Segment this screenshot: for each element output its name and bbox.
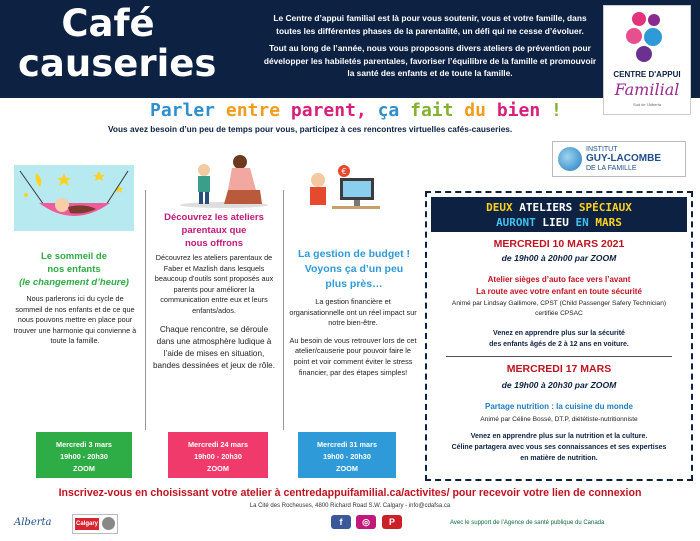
cdaf-logo-line-2: Familial [614, 80, 680, 99]
date-box-mode: ZOOM [207, 464, 229, 473]
globe-icon [558, 147, 582, 171]
cdaf-logo-line-3: Sud de l'Alberta [632, 102, 662, 107]
column-3-paragraph: Au besoin de vous retrouver lors de cet atelier/causerie pour pouvoir faire le point et voir comment éviter le stress financier, par des étapes simples! [289, 335, 417, 377]
date-box-date: Mercredi 3 mars [56, 440, 112, 449]
date-box-time: 19h00 - 20h30 [194, 452, 242, 461]
date-box-time: 19h00 - 20h30 [323, 452, 371, 461]
date-box-mode: ZOOM [336, 464, 358, 473]
event-2-host: Animé par Céline Bossé, DT.P, diététiste-nutritionniste [480, 416, 638, 423]
column-2-title-line: nous offrons [184, 238, 244, 249]
igl-logo [552, 141, 686, 177]
event-1-certification: certifiée CPSAC [535, 310, 583, 317]
event-divider [446, 356, 672, 357]
column-3-title [287, 247, 421, 292]
event-2-note: Venez en apprendre plus sur la nutrition et la culture. [470, 433, 648, 440]
column-2-paragraph: Chaque rencontre, se déroule dans une atmosphère ludique à l’aide de mises en situation, bandes dessinées et jeux de rôle. [153, 324, 275, 370]
special-heading-word: DEUX [486, 201, 520, 214]
event-1-note: Venez en apprendre plus sur la sécurité [493, 330, 625, 337]
parent-child-illustration [176, 150, 272, 208]
column-1-title-line: Le sommeil de [41, 251, 107, 262]
column-3-body [289, 297, 417, 385]
slogan-word: bien [496, 100, 551, 121]
date-box-3 [298, 432, 396, 478]
city-crest-icon [102, 517, 115, 530]
svg-text:€: € [341, 167, 347, 176]
event-2-time: de 19h00 à 20h30 par ZOOM [501, 380, 617, 390]
sleeping-baby-illustration [14, 165, 134, 231]
event-1-note: des enfants âgés de 2 à 12 ans en voiture. [489, 341, 629, 348]
column-2-title [148, 211, 280, 250]
alberta-logo: Alberta [14, 517, 52, 528]
special-heading-line [431, 200, 687, 215]
column-3-title-line: plus près… [325, 278, 383, 290]
date-box-2 [168, 432, 268, 478]
column-divider [283, 190, 284, 430]
slogan-word: fait [410, 100, 465, 121]
column-2-title-line: Découvrez les ateliers [164, 212, 264, 223]
special-workshops-heading [431, 197, 687, 232]
date-box-date: Mercredi 31 mars [316, 440, 378, 449]
column-1-body [12, 294, 138, 354]
column-3-paragraph: La gestion financière et organisationnelle ont un réel impact sur notre bien-être. [289, 297, 417, 328]
date-box-mode: ZOOM [73, 464, 95, 473]
column-3-title-line: Voyons ça d’un peu [304, 263, 404, 275]
slogan-word: ça [377, 100, 411, 121]
event-1-date: MERCREDI 10 MARS 2021 [493, 238, 625, 250]
date-box-1 [36, 432, 132, 478]
event-1-host: Animé par Lindsay Gallimore, CPST (Child Passenger Safery Technician) [451, 300, 667, 307]
cdaf-logo [603, 5, 691, 115]
calgary-logo [72, 514, 118, 534]
event-1-subtopic: La route avec votre enfant en toute sécurité [476, 287, 642, 296]
igl-logo-line-1: INSTITUT [586, 146, 618, 153]
calgary-logo-text: Calgary [75, 518, 99, 530]
title-line-1: Café [61, 2, 155, 45]
subtitle-line: Vous avez besoin d’un peu de temps pour vous, participez à ces rencontres virtuelles cafés-causeries. [108, 124, 513, 134]
budget-illustration [296, 164, 382, 214]
slogan-word: du [464, 100, 497, 121]
slogan-word: parent, [290, 100, 378, 121]
special-heading-word: LIEU [542, 216, 576, 229]
special-heading-word: MARS [595, 216, 622, 229]
column-divider [145, 190, 146, 430]
igl-logo-line-2: GUY-LACOMBE [586, 153, 661, 164]
intro-paragraph-1: Le Centre d’appui familial est là pour vous soutenir, vous et votre famille, dans toutes les différentes phases de la parentalité, un défi qui ne cesse d’évoluer. [273, 13, 587, 36]
address-line: La Cité des Rocheuses, 4800 Richard Road S.W. Calgary - info@cdafsa.ca [249, 503, 451, 509]
event-1-time: de 19h00 à 20h00 par ZOOM [501, 253, 617, 263]
support-credit: Avec le support de l’Agence de santé publique du Canada [450, 520, 605, 526]
column-3-title-line: La gestion de budget ! [298, 248, 410, 260]
instagram-icon[interactable]: ◎ [356, 515, 376, 529]
slogan-word: Parler [150, 100, 226, 121]
special-heading-word: ATELIERS [519, 201, 579, 214]
special-heading-word: SPÉCIAUX [578, 201, 632, 214]
pinterest-icon[interactable]: P [382, 515, 402, 529]
facebook-icon[interactable]: f [331, 515, 351, 529]
event-2-topic: Partage nutrition : la cuisine du monde [484, 402, 633, 411]
column-2-paragraph: Découvrez les ateliers parentaux de Faber et Mazlish dans lesquels beaucoup d’outils sont proposés aux parents pour améliorer la communication entre eux et leurs enfants/ados. [154, 253, 274, 315]
special-heading-word: AURONT [496, 216, 543, 229]
event-2-note: Céline partagera avec vous ses connaissances et ses expertises [451, 444, 667, 451]
intro-paragraph-2: Tout au long de l’année, nous vous proposons divers ateliers de prévention pour développer les habiletés parentales, favoriser l’équilibre de la famille et promouvoir la santé des enfants et de toute la famille. [263, 43, 597, 79]
slogan-word: entre [225, 100, 291, 121]
page-title [18, 2, 217, 85]
cdaf-logo-line-1: CENTRE D'APPUI [613, 70, 681, 79]
event-2-note: en matière de nutrition. [520, 455, 598, 462]
column-1-title-line: nos enfants [47, 264, 101, 275]
column-2-title-line: parentaux que [181, 225, 247, 236]
registration-call-to-action[interactable]: Inscrivez-vous en choisissant votre atelier à centredappuifamilial.ca/activites/ pour recevoir votre lien de connexion [58, 487, 642, 499]
slogan [150, 100, 562, 121]
special-heading-line [431, 215, 687, 230]
event-2-date: MERCREDI 17 MARS [506, 363, 612, 375]
slogan-word: ! [551, 100, 562, 121]
date-box-time: 19h00 - 20h30 [60, 452, 108, 461]
column-1-title [8, 250, 140, 289]
date-box-date: Mercredi 24 mars [187, 440, 249, 449]
intro-text [262, 12, 598, 85]
column-1-title-line: (le changement d’heure) [19, 277, 129, 288]
special-heading-word: EN [575, 216, 596, 229]
title-line-2: causeries [18, 42, 217, 85]
event-1-topic: Atelier sièges d’auto face vers l’avant [487, 275, 631, 284]
column-2-body [150, 253, 278, 379]
igl-logo-line-3: DE LA FAMILLE [586, 165, 637, 172]
column-1-paragraph: Nous parlerons ici du cycle de sommeil de nos enfants et de ce que nous pouvons mettre en place pour trouver une harmonie qui convienne à toute la famille. [13, 294, 137, 346]
